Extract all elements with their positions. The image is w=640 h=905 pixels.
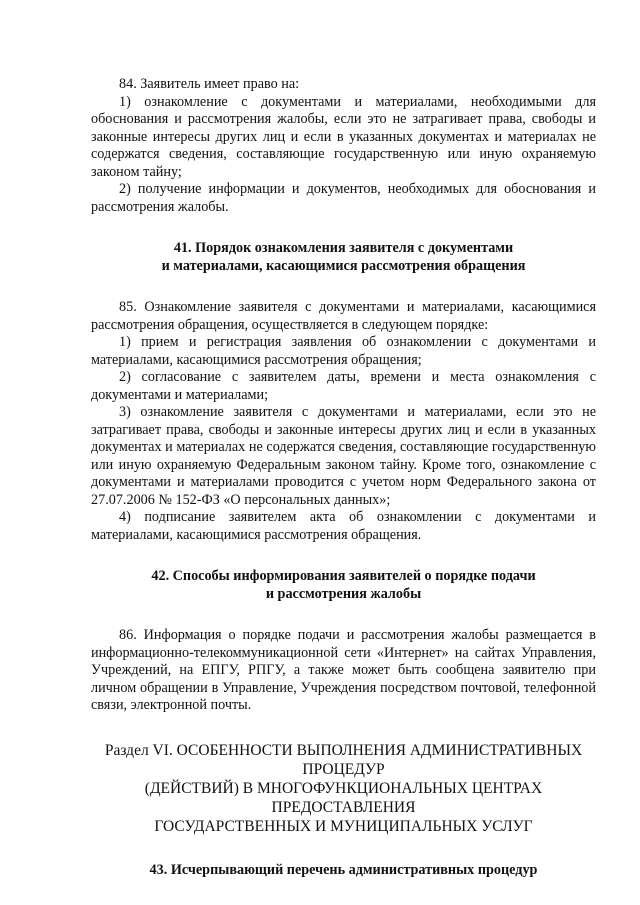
heading-42 xyxy=(91,568,596,603)
section-6-line-1: Раздел VI. ОСОБЕННОСТИ ВЫПОЛНЕНИЯ АДМИНИСТРАТИВНЫХ xyxy=(104,741,583,759)
paragraph-85-item-3: 3) ознакомление заявителя с документами и материалами, если это не затрагивает права, свободы и законные интересы других лиц и если в указанных документах и материалах не содержатся сведения, составляющие государственную или иную охраняемую Федеральным законом тайну. Кроме того, ознакомление с документами и материалами проводится с учетом норм Федерального закона от 27.07.2006 № 152-ФЗ «О персональных данных»; xyxy=(91,404,596,508)
section-6-line-3: (ДЕЙСТВИЙ) В МНОГОФУНКЦИОНАЛЬНЫХ ЦЕНТРАХ xyxy=(144,779,543,797)
heading-41-line-1: 41. Порядок ознакомления заявителя с документами xyxy=(173,240,514,256)
heading-43 xyxy=(91,862,596,880)
paragraph-85-intro: 85. Ознакомление заявителя с документами и материалами, касающимися рассмотрения обращения, осуществляется в следующем порядке: xyxy=(91,299,596,333)
heading-41-line-2: и материалами, касающимися рассмотрения обращения xyxy=(161,257,526,274)
heading-42-line-2: и рассмотрения жалобы xyxy=(265,585,422,602)
paragraph-85-item-4: 4) подписание заявителем акта об ознакомлении с документами и материалами, касающимися рассмотрения обращения. xyxy=(91,509,596,543)
heading-42-line-1: 42. Способы информирования заявителей о порядке подачи xyxy=(151,568,536,584)
section-6-title xyxy=(91,741,596,836)
heading-41 xyxy=(91,240,596,275)
section-6-line-4: ПРЕДОСТАВЛЕНИЯ xyxy=(271,798,416,816)
paragraph-85-item-2: 2) согласование с заявителем даты, времени и места ознакомления с документами и материалами; xyxy=(91,369,596,403)
section-6-line-5: ГОСУДАРСТВЕННЫХ И МУНИЦИПАЛЬНЫХ УСЛУГ xyxy=(154,817,533,835)
paragraph-86: 86. Информация о порядке подачи и рассмотрения жалобы размещается в информационно-телекоммуникационной сети «Интернет» на сайтах Управления, Учреждений, на ЕПГУ, РПГУ, а также может быть сообщена заявителю при личном обращении в Управление, Учреждения посредством почтовой, телефонной связи, электронной почты. xyxy=(91,627,596,713)
paragraph-84-item-1: 1) ознакомление с документами и материалами, необходимыми для обоснования и рассмотрения жалобы, если это не затрагивает права, свободы и законные интересы других лиц и если в указанных документах и материалах не содержатся сведения, составляющие государственную или иную охраняемую законом тайну; xyxy=(91,93,596,180)
section-6-line-2: ПРОЦЕДУР xyxy=(302,760,385,778)
paragraph-84-intro: 84. Заявитель имеет право на: xyxy=(119,76,300,92)
paragraph-84-item-2: 2) получение информации и документов, необходимых для обоснования и рассмотрения жалобы. xyxy=(91,181,596,215)
heading-43-line-1: 43. Исчерпывающий перечень административных процедур xyxy=(149,861,538,878)
paragraph-85-item-1: 1) прием и регистрация заявления об ознакомлении с документами и материалами, касающимися рассмотрения обращения; xyxy=(91,334,596,368)
